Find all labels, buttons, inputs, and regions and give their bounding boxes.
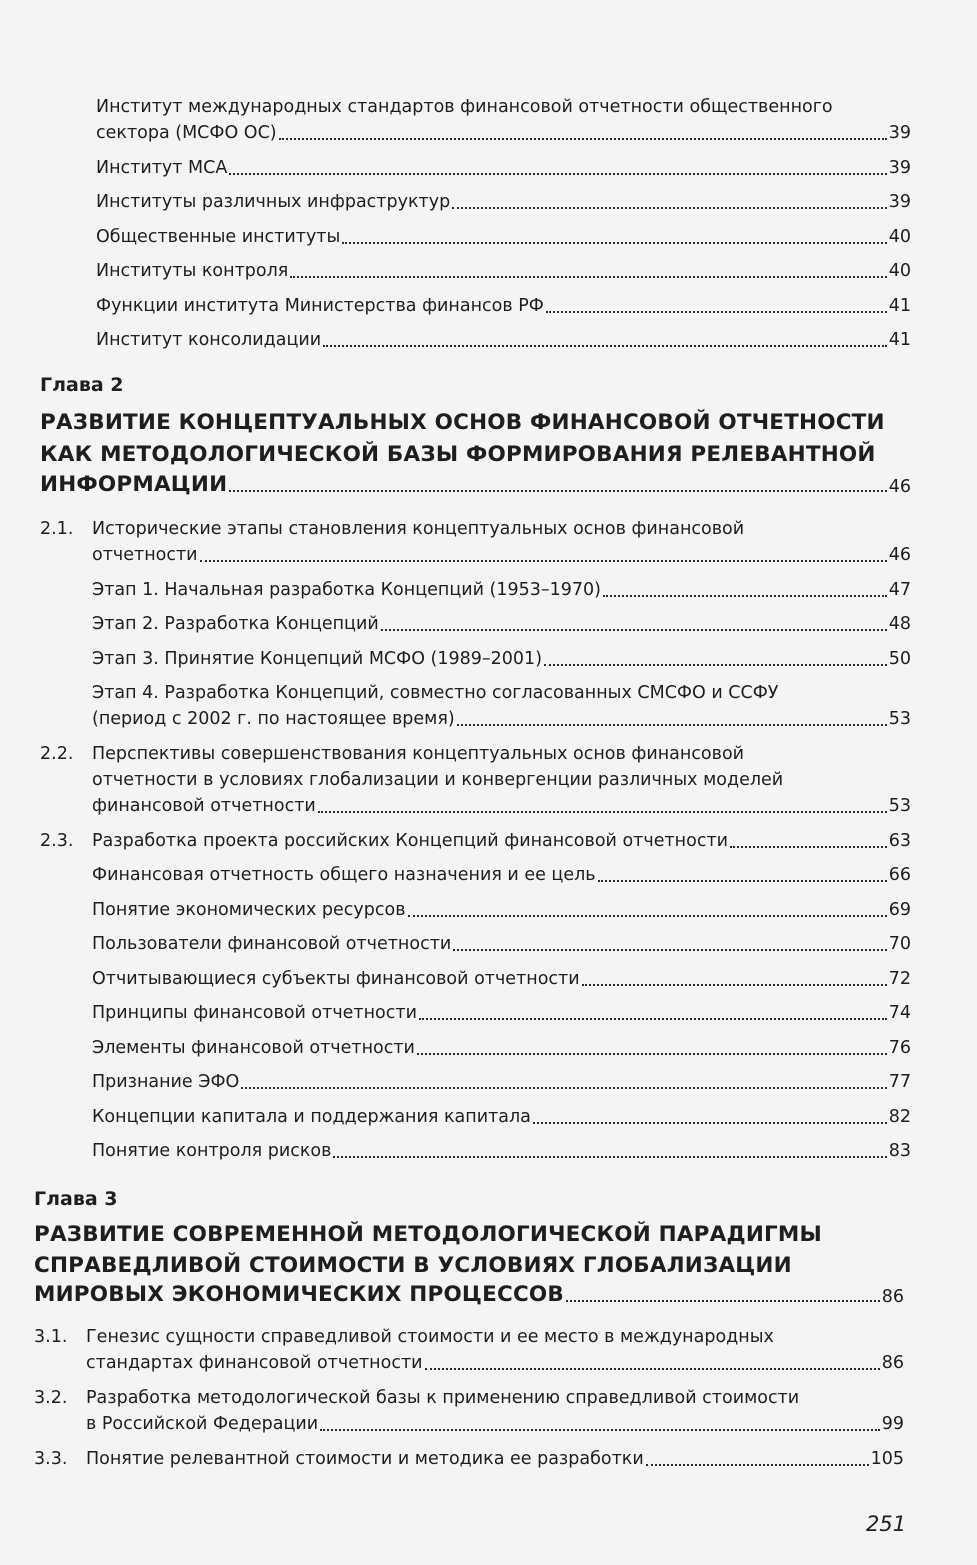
page-number: 41 xyxy=(888,330,911,350)
toc-item-title-line1: Исторические этапы становления концептуальных основ финансовой xyxy=(92,519,745,539)
chapter-title-line: ИНФОРМАЦИИ xyxy=(40,472,228,497)
toc-item-title-line2: отчетности в условиях глобализации и конвергенции различных моделей xyxy=(92,770,784,790)
toc-item xyxy=(92,543,911,568)
leader-dots xyxy=(566,1299,880,1302)
leader-dots xyxy=(200,559,887,562)
page-number: 82 xyxy=(888,1107,911,1127)
page-number: 39 xyxy=(888,192,911,212)
leader-dots xyxy=(318,810,887,813)
page-number: 70 xyxy=(888,934,911,954)
leader-dots xyxy=(241,1086,886,1089)
leader-dots xyxy=(417,1052,887,1055)
page-number: 74 xyxy=(888,1003,911,1023)
toc-item-title: Институт консолидации xyxy=(96,330,322,350)
page-number: 53 xyxy=(888,709,911,729)
toc-item xyxy=(92,612,911,637)
toc-item xyxy=(92,863,911,888)
leader-dots xyxy=(544,663,887,666)
section-number: 2.3. xyxy=(40,831,74,851)
toc-item xyxy=(92,794,911,819)
toc-item xyxy=(92,1070,911,1095)
page-number: 48 xyxy=(888,614,911,634)
toc-item-title-line1: Этап 4. Разработка Концепций, совместно согласованных СМСФО и ССФУ xyxy=(92,683,779,703)
chapter-label: Глава 2 xyxy=(40,374,124,396)
toc-item-title-line1: Разработка методологической базы к применению справедливой стоимости xyxy=(86,1388,800,1408)
toc-item xyxy=(96,121,911,146)
toc-item-title: финансовой отчетности xyxy=(92,796,316,816)
page-number: 40 xyxy=(888,227,911,247)
page-number: 66 xyxy=(888,865,911,885)
toc-item-title: Понятие экономических ресурсов xyxy=(92,900,406,920)
toc-item-title: стандартах финансовой отчетности xyxy=(86,1353,423,1373)
toc-item xyxy=(96,225,911,250)
section-number: 3.1. xyxy=(34,1327,68,1347)
page-number: 86 xyxy=(881,1353,904,1373)
leader-dots xyxy=(453,948,886,951)
toc-item xyxy=(92,647,911,672)
toc-item-title: Общественные институты xyxy=(96,227,341,247)
leader-dots xyxy=(290,275,886,278)
page-number: 105 xyxy=(870,1449,904,1469)
leader-dots xyxy=(408,914,887,917)
toc-item-title-line1: Генезис сущности справедливой стоимости и ее место в международных xyxy=(86,1327,774,1347)
page-number: 83 xyxy=(888,1141,911,1161)
toc-item-line xyxy=(92,681,778,706)
toc-item xyxy=(40,829,911,854)
page-number: 53 xyxy=(888,796,911,816)
leader-dots xyxy=(333,1155,886,1158)
leader-dots xyxy=(381,628,887,631)
toc-item-line xyxy=(40,517,745,542)
page-number: 50 xyxy=(888,649,911,669)
page-folio: 251 xyxy=(866,1512,907,1536)
toc-item xyxy=(92,707,911,732)
chapter-title-last xyxy=(40,470,911,500)
toc-item-title: Понятие релевантной стоимости и методика ее разработки xyxy=(86,1449,644,1469)
toc-item-title: в Российской Федерации xyxy=(86,1414,319,1434)
leader-dots xyxy=(229,489,886,492)
leader-dots xyxy=(452,206,887,209)
leader-dots xyxy=(603,594,887,597)
page-number: 40 xyxy=(888,261,911,281)
leader-dots xyxy=(425,1367,880,1370)
page-number: 72 xyxy=(888,969,911,989)
toc-item xyxy=(92,932,911,957)
chapter-title-line: РАЗВИТИЕ КОНЦЕПТУАЛЬНЫХ ОСНОВ ФИНАНСОВОЙ ОТЧЕТНОСТИ xyxy=(40,410,885,435)
leader-dots xyxy=(598,879,887,882)
toc-item-title: (период с 2002 г. по настоящее время) xyxy=(92,709,455,729)
section-number: 3.3. xyxy=(34,1449,68,1469)
toc-item xyxy=(86,1412,904,1437)
page-number: 76 xyxy=(888,1038,911,1058)
page-number: 86 xyxy=(881,1287,904,1307)
toc-item-title: Признание ЭФО xyxy=(92,1072,240,1092)
toc-item xyxy=(86,1351,904,1376)
leader-dots xyxy=(546,310,887,313)
toc-item xyxy=(92,578,911,603)
page-number: 46 xyxy=(888,477,911,497)
toc-item-line xyxy=(34,1386,800,1411)
toc-item-title: Этап 1. Начальная разработка Концепций (1953–1970) xyxy=(92,580,602,600)
toc-item-title: Понятие контроля рисков xyxy=(92,1141,332,1161)
toc-item xyxy=(96,328,911,353)
section-number: 3.2. xyxy=(34,1388,68,1408)
toc-item-title: Функции института Министерства финансов РФ xyxy=(96,296,544,316)
page-number: 47 xyxy=(888,580,911,600)
toc-item-title: Концепции капитала и поддержания капитала xyxy=(92,1107,531,1127)
chapter-title-line: МИРОВЫХ ЭКОНОМИЧЕСКИХ ПРОЦЕССОВ xyxy=(34,1282,564,1307)
toc-item-title: Отчитывающиеся субъекты финансовой отчетности xyxy=(92,969,580,989)
toc-item-line xyxy=(92,768,783,793)
toc-item-title: Этап 2. Разработка Концепций xyxy=(92,614,379,634)
section-number: 2.2. xyxy=(40,744,74,764)
toc-item xyxy=(92,967,911,992)
leader-dots xyxy=(533,1121,887,1124)
leader-dots xyxy=(279,137,887,140)
page-number: 41 xyxy=(888,296,911,316)
page-number: 39 xyxy=(888,123,911,143)
chapter-title-line: КАК МЕТОДОЛОГИЧЕСКОЙ БАЗЫ ФОРМИРОВАНИЯ РЕЛЕВАНТНОЙ xyxy=(40,442,876,467)
toc-item xyxy=(96,156,911,181)
toc-item-line xyxy=(96,95,833,120)
page-number: 63 xyxy=(888,831,911,851)
toc-item-title: Финансовая отчетность общего назначения и ее цель xyxy=(92,865,596,885)
toc-item xyxy=(96,190,911,215)
leader-dots xyxy=(730,845,887,848)
toc-item-line xyxy=(34,1325,774,1350)
toc-item-title-line1: Перспективы совершенствования концептуальных основ финансовой xyxy=(92,744,745,764)
toc-item xyxy=(92,898,911,923)
toc-item-title-line1: Институт международных стандартов финансовой отчетности общественного xyxy=(96,97,833,117)
chapter-title-line: СПРАВЕДЛИВОЙ СТОИМОСТИ В УСЛОВИЯХ ГЛОБАЛИЗАЦИИ xyxy=(34,1253,792,1278)
chapter-label: Глава 3 xyxy=(34,1188,118,1210)
toc-item xyxy=(96,294,911,319)
toc-item xyxy=(34,1447,904,1472)
toc-item-title: Элементы финансовой отчетности xyxy=(92,1038,415,1058)
toc-item xyxy=(92,1036,911,1061)
leader-dots xyxy=(229,172,886,175)
leader-dots xyxy=(646,1463,869,1466)
chapter-title-last xyxy=(34,1280,904,1310)
page-number: 39 xyxy=(888,158,911,178)
page-number: 99 xyxy=(881,1414,904,1434)
toc-item xyxy=(92,1105,911,1130)
toc-item-title: Разработка проекта российских Концепций финансовой отчетности xyxy=(92,831,729,851)
chapter-title-line: РАЗВИТИЕ СОВРЕМЕННОЙ МЕТОДОЛОГИЧЕСКОЙ ПАРАДИГМЫ xyxy=(34,1222,822,1247)
toc-item-line xyxy=(40,742,745,767)
leader-dots xyxy=(320,1428,880,1431)
leader-dots xyxy=(419,1017,887,1020)
section-number: 2.1. xyxy=(40,519,74,539)
toc-item xyxy=(96,259,911,284)
leader-dots xyxy=(582,983,887,986)
toc-item-title: Этап 3. Принятие Концепций МСФО (1989–2001) xyxy=(92,649,543,669)
toc-item-title: отчетности xyxy=(92,545,198,565)
toc-item-title: сектора (МСФО ОС) xyxy=(96,123,277,143)
page-number: 69 xyxy=(888,900,911,920)
toc-item-title: Принципы финансовой отчетности xyxy=(92,1003,417,1023)
page-number: 77 xyxy=(888,1072,911,1092)
toc-item xyxy=(92,1001,911,1026)
leader-dots xyxy=(342,241,886,244)
leader-dots xyxy=(457,723,887,726)
leader-dots xyxy=(323,344,887,347)
toc-item-title: Пользователи финансовой отчетности xyxy=(92,934,452,954)
toc-item-title: Институт МСА xyxy=(96,158,228,178)
toc-item xyxy=(92,1139,911,1164)
toc-item-title: Институты различных инфраструктур xyxy=(96,192,451,212)
toc-item-title: Институты контроля xyxy=(96,261,289,281)
page-number: 46 xyxy=(888,545,911,565)
